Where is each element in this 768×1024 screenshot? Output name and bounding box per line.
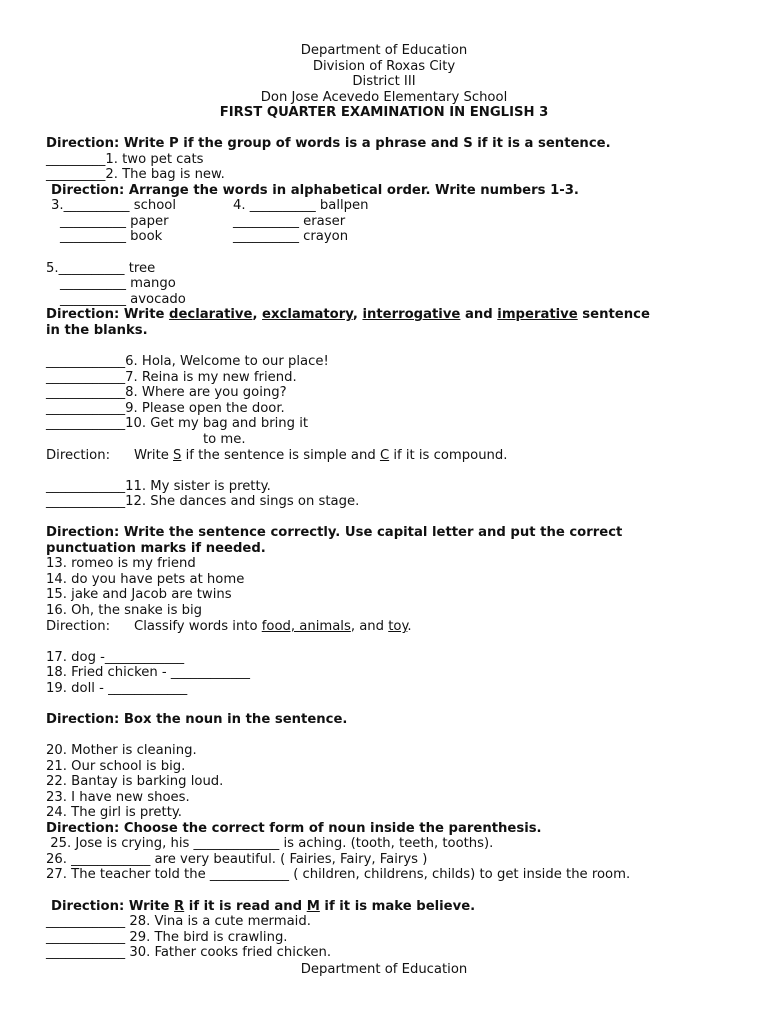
question-8: ____________8. Where are you going?: [46, 385, 287, 400]
question-5-word-3: __________ avocado: [60, 292, 186, 307]
direction-text: Classify words into: [134, 619, 262, 634]
direction-text: Direction: Write: [46, 307, 170, 322]
question-16: 16. Oh, the snake is big: [46, 603, 203, 618]
letter-m: M: [306, 899, 320, 914]
letter-c: C: [379, 448, 390, 463]
question-15: 15. jake and Jacob are twins: [46, 587, 232, 602]
letter-r: R: [174, 899, 185, 914]
question-14: 14. do you have pets at home: [46, 572, 245, 587]
header-department: Department of Education: [300, 43, 468, 58]
footer-department: Department of Education: [300, 962, 468, 977]
direction-noun-form: Direction: Choose the correct form of noun inside the parenthesis.: [46, 821, 542, 836]
question-17: 17. dog -____________: [46, 650, 185, 665]
direction-text: Direction: Write: [51, 899, 175, 914]
direction-text: if it is compound.: [389, 448, 508, 463]
question-12: ____________12. She dances and sings on stage.: [46, 494, 360, 509]
question-3-word-1: 3.__________ school: [51, 198, 176, 213]
question-25: 25. Jose is crying, his _____________ is aching. (tooth, teeth, tooths).: [46, 836, 494, 851]
term-interrogative: interrogative: [362, 307, 461, 322]
separator: ,: [252, 307, 263, 322]
header-school: Don Jose Acevedo Elementary School: [260, 90, 508, 105]
question-11: ____________11. My sister is pretty.: [46, 479, 271, 494]
question-24: 24. The girl is pretty.: [46, 805, 182, 820]
exam-title: FIRST QUARTER EXAMINATION IN ENGLISH 3: [219, 105, 549, 120]
separator: ,: [352, 307, 363, 322]
direction-simple-compound: [46, 448, 507, 463]
direction-text: if the sentence is simple and: [181, 448, 380, 463]
question-19: 19. doll - ____________: [46, 681, 188, 696]
question-10-continued: to me.: [203, 432, 246, 447]
question-20: 20. Mother is cleaning.: [46, 743, 197, 758]
direction-text: .: [407, 619, 412, 634]
direction-rewrite: Direction: Write the sentence correctly. Use capital letter and put the correct: [46, 525, 623, 540]
direction-sentence-types: [46, 307, 650, 322]
question-5-word-2: __________ mango: [60, 276, 176, 291]
question-9: ____________9. Please open the door.: [46, 401, 285, 416]
question-6: ____________6. Hola, Welcome to our place!: [46, 354, 329, 369]
question-1: _________1. two pet cats: [46, 152, 204, 167]
question-7: ____________7. Reina is my new friend.: [46, 370, 297, 385]
question-18: 18. Fried chicken - ____________: [46, 665, 250, 680]
header-division: Division of Roxas City: [312, 59, 456, 74]
question-3-word-3: __________ book: [60, 229, 163, 244]
question-4-word-1: 4. __________ ballpen: [233, 198, 369, 213]
direction-sentence-types-line2: in the blanks.: [46, 323, 148, 338]
question-2: _________2. The bag is new.: [46, 167, 225, 182]
term-toy: toy: [388, 619, 408, 634]
term-declarative: declarative: [169, 307, 253, 322]
direction-text: sentence: [577, 307, 650, 322]
direction-alphabetical: Direction: Arrange the words in alphabetical order. Write numbers 1-3.: [51, 183, 579, 198]
question-3-word-2: __________ paper: [60, 214, 169, 229]
direction-text: , and: [350, 619, 389, 634]
question-4-word-3: __________ crayon: [233, 229, 349, 244]
term-imperative: imperative: [497, 307, 578, 322]
question-30: ____________ 30. Father cooks fried chicken.: [46, 945, 332, 960]
question-5-word-1: 5.__________ tree: [46, 261, 156, 276]
question-22: 22. Bantay is barking loud.: [46, 774, 224, 789]
direction-classify: [46, 619, 412, 634]
question-27: 27. The teacher told the ____________ ( children, childrens, childs) to get inside the room.: [46, 867, 631, 882]
question-26: 26. ____________ are very beautiful. ( Fairies, Fairy, Fairys ): [46, 852, 428, 867]
question-4-word-2: __________ eraser: [233, 214, 346, 229]
term-food-animals: food, animals: [261, 619, 351, 634]
question-23: 23. I have new shoes.: [46, 790, 190, 805]
header-district: District III: [352, 74, 416, 89]
direction-label: Direction:: [46, 619, 111, 634]
letter-s: S: [173, 448, 182, 463]
term-exclamatory: exclamatory: [262, 307, 353, 322]
direction-real-make-believe: [51, 899, 475, 914]
direction-box-noun: Direction: Box the noun in the sentence.: [46, 712, 348, 727]
separator: and: [460, 307, 498, 322]
direction-phrase-sentence: Direction: Write P if the group of words is a phrase and S if it is a sentence.: [46, 136, 611, 151]
question-21: 21. Our school is big.: [46, 759, 186, 774]
question-10: ____________10. Get my bag and bring it: [46, 416, 309, 431]
direction-rewrite-line2: punctuation marks if needed.: [46, 541, 266, 556]
direction-label: Direction:: [46, 448, 111, 463]
direction-text: if it is read and: [184, 899, 307, 914]
question-13: 13. romeo is my friend: [46, 556, 196, 571]
direction-text: if it is make believe.: [319, 899, 476, 914]
question-29: ____________ 29. The bird is crawling.: [46, 930, 288, 945]
direction-text: Write: [134, 448, 174, 463]
question-28: ____________ 28. Vina is a cute mermaid.: [46, 914, 311, 929]
